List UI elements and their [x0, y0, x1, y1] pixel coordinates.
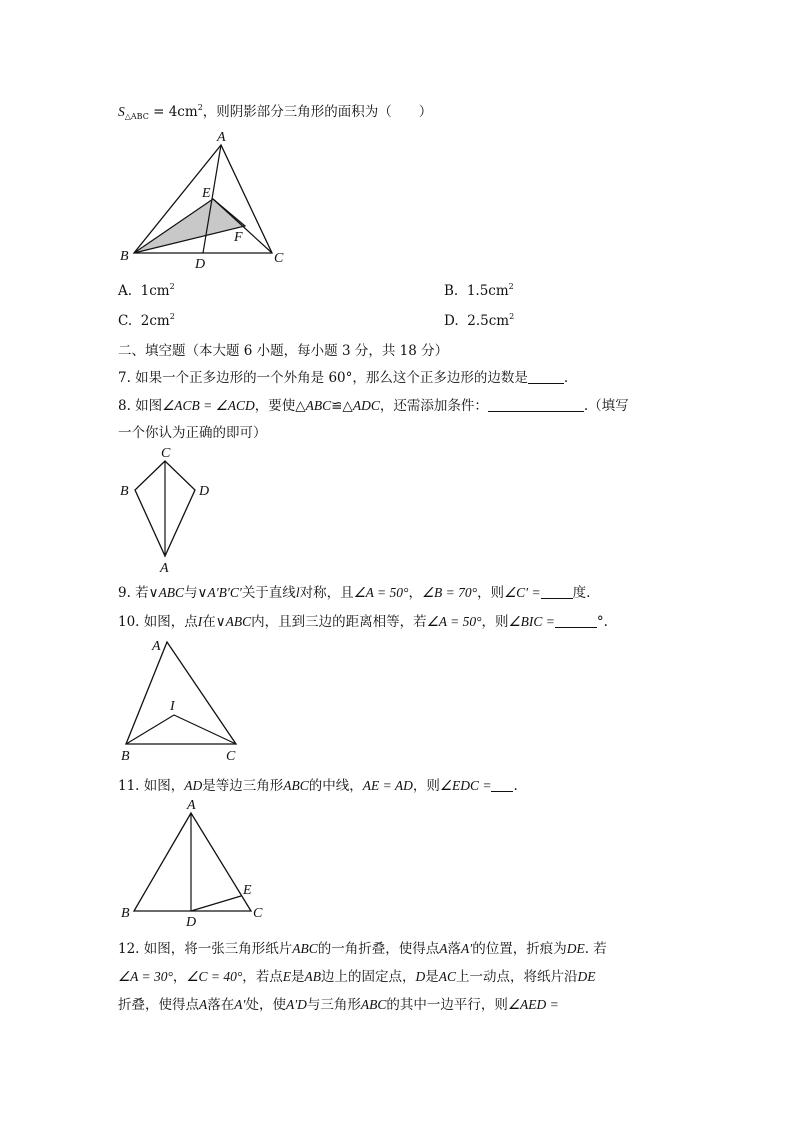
q11-text-5: .: [513, 778, 518, 794]
q8-label-b: B: [120, 484, 129, 499]
q6-option-b-text: 1.5cm: [466, 283, 509, 299]
q12-text-1d: 的位置，折痕为: [472, 941, 567, 957]
q12-text-2b: ，若点: [242, 969, 283, 985]
q8-text-5: .（填写: [583, 398, 629, 414]
q6-option-d-key: D.: [444, 313, 459, 329]
q12-math-d: D: [415, 969, 426, 984]
q12-math-de-2: DE: [577, 969, 596, 984]
q10-math-i: I: [197, 614, 203, 629]
q6-option-c-key: C.: [118, 313, 133, 329]
q10-label-b: B: [121, 749, 130, 764]
q12-math-e: E: [282, 969, 291, 984]
q10-math-angle-bic: ∠BIC =: [508, 614, 555, 629]
q12-line-3: [118, 993, 559, 1013]
q8-math-adc: ADC: [352, 398, 380, 413]
q9-text-1: 9. 若∨: [118, 585, 159, 601]
q9-text-7: 度.: [572, 585, 591, 601]
q11-math-abc: ABC: [283, 778, 309, 793]
q12-text-3c: 处，使: [245, 997, 286, 1013]
q6-option-c-sup: 2: [169, 312, 175, 321]
q6-option-a-sup: 2: [169, 282, 175, 291]
q12-math-ab: AB: [304, 969, 321, 984]
q9-math-angle-b: ∠B = 70°: [421, 585, 478, 600]
q10-label-a: A: [152, 639, 161, 654]
q8-math-abc: ABC: [305, 398, 332, 413]
q10-text-2: 在∨: [202, 614, 226, 630]
q6-option-d-sup: 2: [509, 312, 515, 321]
q9-math-abc-prime: A′B′C′: [207, 585, 242, 600]
q10-math-abc: ABC: [225, 614, 252, 629]
q12-line-1: [118, 937, 607, 957]
q12-math-abc: ABC: [292, 941, 318, 956]
q9-text-6: ，则: [477, 585, 505, 601]
q11-label-b: B: [121, 906, 130, 921]
q8-text-3: ≌△: [331, 398, 353, 414]
q11-label-d: D: [186, 915, 197, 930]
q11-text-1: 11. 如图，: [118, 778, 185, 794]
q12-text-3a: 折叠，使得点: [118, 997, 199, 1013]
q12-text-1e: . 若: [584, 941, 607, 957]
q11-text-3: 的中线，: [308, 778, 363, 794]
q12-math-a-2: A: [199, 997, 208, 1012]
q12-math-angle-c: ∠C = 40°: [186, 969, 243, 984]
q6-option-b-sup: 2: [508, 282, 514, 291]
q11-label-e: E: [243, 883, 252, 898]
q12-math-a: A: [439, 941, 448, 956]
q9-text-3: 关于直线: [241, 585, 296, 601]
q9-text-4: 对称，且: [299, 585, 354, 601]
q10-text-5: °.: [596, 614, 608, 630]
q12-text-1a: 12. 如图，将一张三角形纸片: [118, 941, 293, 957]
q9-text-2: 与∨: [184, 585, 208, 601]
q9-math-l: l: [295, 585, 300, 600]
q9-text-5: ，: [408, 585, 422, 601]
q6-label-c: C: [274, 251, 284, 266]
q11-label-c: C: [253, 906, 263, 921]
q7-stem: 7. 如果一个正多边形的一个外角是 60°，那么这个正多边形的边数是: [118, 370, 528, 386]
q10-math-angle-a: ∠A = 50°: [426, 614, 482, 629]
q11-label-a: A: [187, 798, 196, 813]
q9-math-angle-a: ∠A = 50°: [353, 585, 409, 600]
q12-text-1b: 的一角折叠，使得点: [317, 941, 440, 957]
q12-math-a-prime-d: A′D: [285, 997, 307, 1012]
q12-math-abc-2: ABC: [360, 997, 387, 1012]
q8-label-a: A: [160, 561, 169, 576]
q11-segment-de: [191, 896, 241, 911]
q12-text-3e: 的其中一边平行，则: [386, 997, 508, 1013]
q8-text-1: 8. 如图: [118, 398, 163, 414]
section-2-heading: 二、填空题（本大题 6 小题，每小题 3 分，共 18 分）: [118, 343, 449, 359]
q11-triangle-abc: [134, 813, 251, 911]
q10-text-3: 内，且到三边的距离相等，若: [251, 614, 427, 630]
q7-end: .: [563, 370, 569, 386]
q8-text-4: ，还需添加条件：: [379, 398, 488, 414]
q12-text-3d: 与三角形: [306, 997, 361, 1013]
q6-option-c-text: 2cm: [140, 313, 170, 329]
q12-line-2: [118, 965, 596, 985]
q12-text-1c: 落: [447, 941, 462, 957]
q6-area-subscript: △ABC: [124, 112, 149, 121]
q12-text-3b: 落在: [207, 997, 235, 1013]
q8-math-angles: ∠ACB = ∠ACD: [162, 398, 255, 413]
q12-math-a-prime-2: A′: [234, 997, 246, 1012]
q12-math-angle-a: ∠A = 30°: [118, 969, 173, 984]
q11-math-angle-edc: ∠EDC =: [439, 778, 492, 793]
q12-text-2e: 是: [425, 969, 439, 985]
q11-math-ae-ad: AE = AD: [362, 778, 413, 793]
q8-line-2: 一个你认为正确的即可）: [118, 425, 267, 441]
q10-text-4: ，则: [481, 614, 509, 630]
q12-math-ac: AC: [438, 969, 457, 984]
q10-label-i: I: [170, 699, 175, 714]
q10-label-c: C: [226, 749, 236, 764]
q6-option-b-key: B.: [444, 283, 459, 299]
q9-math-abc: ABC: [158, 585, 185, 600]
q6-label-e: E: [202, 186, 211, 201]
q6-label-f: F: [234, 230, 243, 245]
q6-option-a-text: 1cm: [140, 283, 170, 299]
q12-text-2d: 边上的固定点，: [321, 969, 416, 985]
q8-text-2: ，要使△: [254, 398, 306, 414]
q12-math-angle-aed: ∠AED =: [507, 997, 559, 1012]
q12-text-2c: 是: [291, 969, 305, 985]
q12-text-2a: ，: [172, 969, 187, 985]
q11-text-4: ，则: [412, 778, 440, 794]
q6-option-d-text: 2.5cm: [467, 313, 510, 329]
q6-area-value: = 4cm: [148, 104, 198, 120]
q6-area-unit-exponent: 2: [197, 103, 203, 112]
q6-question-text: ，则阴影部分三角形的面积为（ ）: [202, 104, 433, 120]
q11-text-2: 是等边三角形: [202, 778, 284, 794]
q6-label-d: D: [195, 257, 206, 272]
q12-text-2f: 上一动点，将纸片沿: [456, 969, 578, 985]
q8-label-d: D: [199, 484, 210, 499]
q10-text-1: 10. 如图，点: [118, 614, 198, 630]
q11-math-ad: AD: [184, 778, 203, 793]
q12-math-a-prime: A′: [461, 941, 473, 956]
q12-math-de: DE: [566, 941, 585, 956]
q6-label-b: B: [120, 249, 129, 264]
q6-label-a: A: [217, 130, 226, 145]
q9-math-angle-c: ∠C′ =: [504, 585, 541, 600]
q6-area-symbol: S: [118, 104, 125, 119]
q6-option-a-key: A.: [118, 283, 133, 299]
q8-label-c: C: [161, 446, 171, 461]
